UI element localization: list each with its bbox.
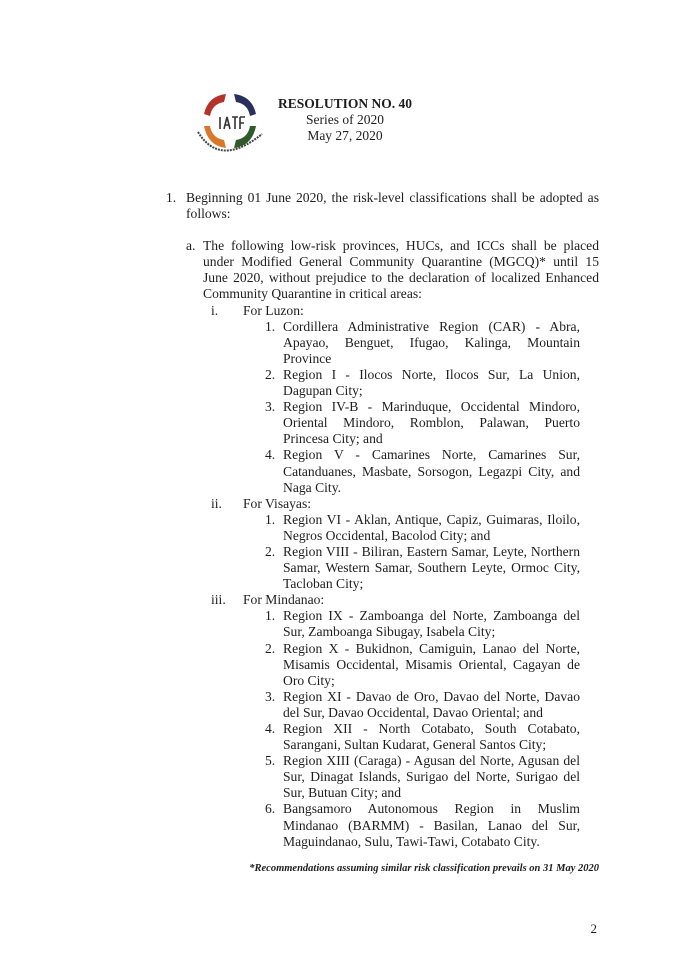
- region-item: [265, 753, 580, 801]
- group-label: For Mindanao:: [243, 592, 325, 608]
- region-number: 5.: [265, 753, 276, 769]
- group-label: For Visayas:: [243, 495, 312, 511]
- region-text: Region VI - Aklan, Antique, Capiz, Guimaras, Iloilo, Negros Occidental, Bacolod City; and: [283, 511, 580, 543]
- region-number: 4.: [265, 447, 276, 463]
- region-text: Region X - Bukidnon, Camiguin, Lanao del Norte, Misamis Occidental, Misamis Oriental, Cagayan de Oro City;: [283, 640, 580, 688]
- region-item: [265, 544, 580, 592]
- group-label: For Luzon:: [243, 302, 304, 318]
- region-text: Region VIII - Biliran, Eastern Samar, Leyte, Northern Samar, Western Samar, Southern Leyte, Ormoc City, Tacloban City;: [283, 543, 580, 592]
- item-a: [186, 238, 599, 302]
- item-text: Beginning 01 June 2020, the risk-level classifications shall be adopted as follows:: [186, 190, 599, 222]
- item-letter: a.: [186, 238, 196, 254]
- region-number: 2.: [265, 543, 276, 559]
- region-item: [265, 367, 580, 399]
- item-number: 1.: [166, 190, 177, 205]
- region-number: 3.: [265, 688, 276, 704]
- resolution-date: May 27, 2020: [307, 128, 383, 143]
- region-item: [265, 447, 580, 495]
- region-number: 1.: [265, 318, 276, 334]
- page-number: 2: [590, 920, 597, 936]
- iatf-logo: [190, 84, 270, 164]
- region-item: [265, 689, 580, 721]
- item-text: The following low-risk provinces, HUCs, and ICCs shall be placed under Modified General Community Quarantine (MGCQ)* until 15 June 2020, without prejudice to the declaration of localized Enhanced Community Quarantine in critical areas:: [203, 238, 599, 302]
- region-number: 4.: [265, 721, 276, 736]
- region-text: Region XII - North Cotabato, South Cotabato, Sarangani, Sultan Kudarat, General Santos City;: [283, 721, 580, 753]
- region-text: Region IV-B - Marinduque, Occidental Mindoro, Oriental Mindoro, Romblon, Palawan, Puerto Princesa City; and: [283, 399, 580, 447]
- region-number: 3.: [265, 399, 276, 415]
- resolution-body: [166, 190, 599, 937]
- region-number: 1.: [265, 511, 276, 527]
- region-text: Region XIII (Caraga) - Agusan del Norte, Agusan del Sur, Dinagat Islands, Surigao del Norte, Surigao del Sur, Butuan City; and: [283, 753, 580, 801]
- group-number: iii.: [211, 592, 226, 608]
- group-number: i.: [211, 302, 219, 318]
- region-item: [265, 608, 580, 640]
- resolution-header: [275, 96, 415, 144]
- region-number: 2.: [265, 640, 276, 656]
- footnote: *Recommendations assuming similar risk classification prevails on 31 May 2020: [249, 862, 599, 874]
- region-groups: [166, 303, 599, 850]
- region-text: Region I - Ilocos Norte, Ilocos Sur, La Union, Dagupan City;: [283, 366, 580, 399]
- region-item: [265, 721, 580, 753]
- group-number: ii.: [211, 495, 222, 511]
- region-number: 6.: [265, 801, 276, 817]
- group-heading: [211, 496, 599, 512]
- region-text: Cordillera Administrative Region (CAR) - Abra, Apayao, Benguet, Ifugao, Kalinga, Mountain Province: [283, 318, 580, 366]
- region-number: 1.: [265, 608, 276, 624]
- item-1: [166, 190, 599, 222]
- region-number: 2.: [265, 366, 276, 382]
- region-item: [265, 801, 580, 849]
- region-text: Region XI - Davao de Oro, Davao del Norte, Davao del Sur, Davao Occidental, Davao Oriental; and: [283, 688, 580, 720]
- region-text: Region V - Camarines Norte, Camarines Sur, Catanduanes, Masbate, Sorsogon, Legazpi City, and Naga City.: [283, 447, 580, 495]
- resolution-series: Series of 2020: [306, 112, 384, 127]
- group-heading: [211, 303, 599, 319]
- region-text: Bangsamoro Autonomous Region in Muslim Mindanao (BARMM) - Basilan, Lanao del Sur, Maguindanao, Sulu, Tawi-Tawi, Cotabato City.: [283, 801, 580, 849]
- region-text: Region IX - Zamboanga del Norte, Zamboanga del Sur, Zamboanga Sibugay, Isabela City;: [283, 608, 580, 640]
- region-item: [265, 399, 580, 447]
- resolution-title: RESOLUTION NO. 40: [278, 96, 412, 111]
- region-item: [265, 319, 580, 367]
- group-heading: [211, 592, 599, 608]
- region-item: [265, 512, 580, 544]
- region-item: [265, 641, 580, 689]
